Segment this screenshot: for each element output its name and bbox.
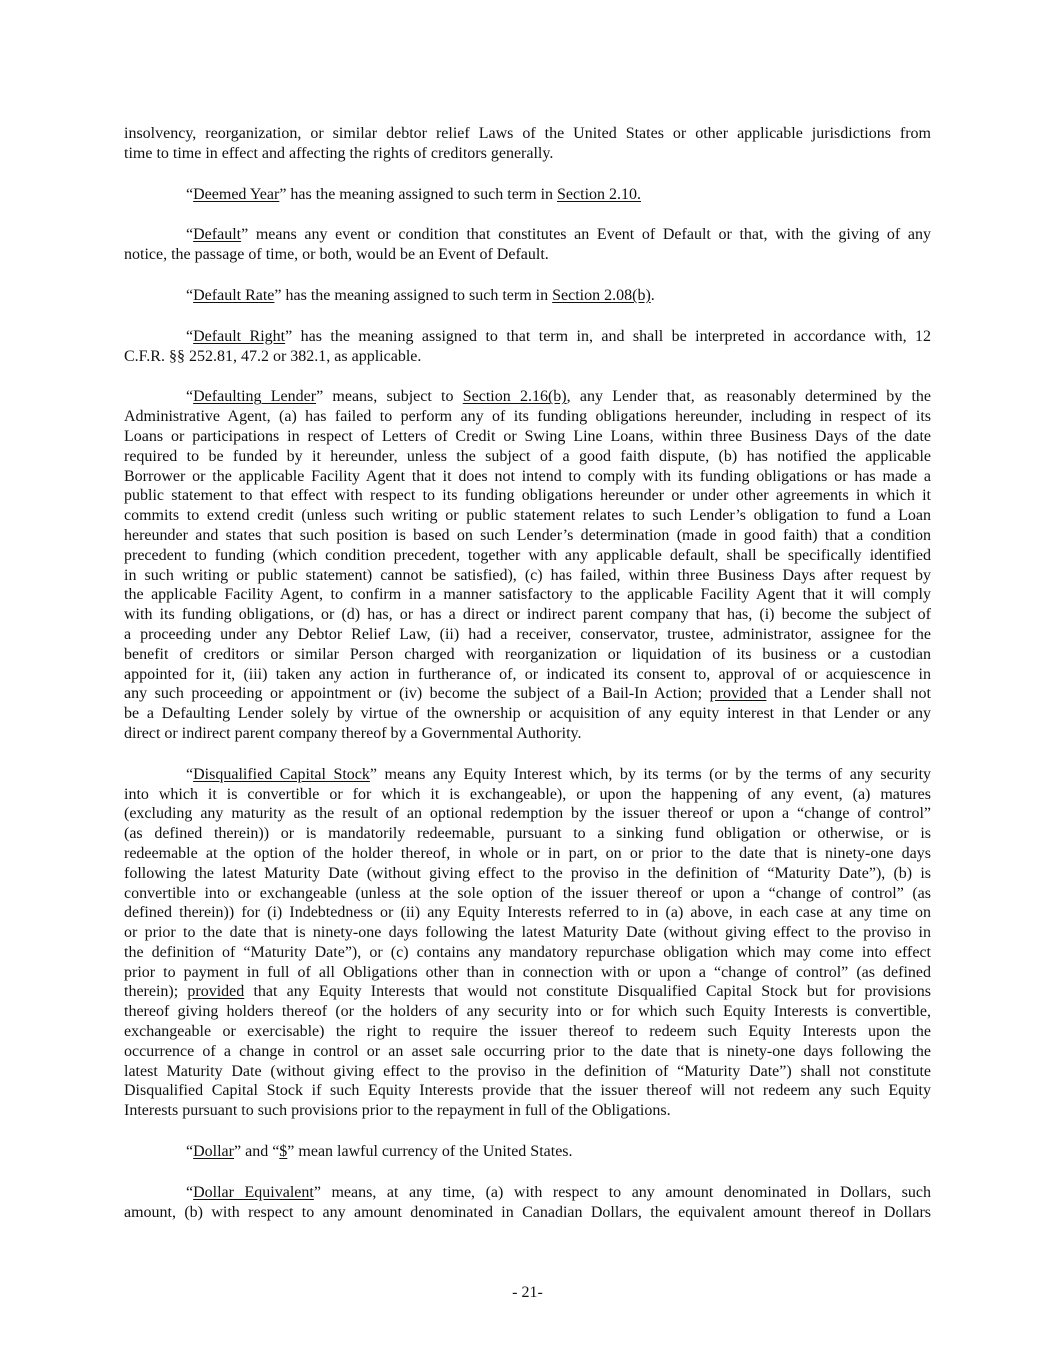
text-segment: therein);	[124, 983, 188, 1001]
text-segment: “	[186, 765, 194, 783]
text-segment: thereof giving holders thereof (or the holders of any security into or for which such Equity Interests is convertible,	[124, 1003, 931, 1021]
text-line	[124, 506, 931, 526]
text-segment: ” means, at any time, (a) with respect to any amount denominated in Dollars, such	[313, 1183, 932, 1201]
text-segment: ” means any Equity Interest which, by its terms (or by the terms of any security	[369, 765, 932, 783]
text-line	[124, 387, 931, 407]
text-segment: any such proceeding or appointment or (iv) become the subject of a Bail-In Action;	[124, 685, 710, 703]
text-line	[124, 407, 931, 427]
underlined-term: $	[279, 1143, 288, 1161]
text-line	[124, 1203, 931, 1223]
text-segment: C.F.R. §§ 252.81, 47.2 or 382.1, as applicable.	[124, 347, 422, 365]
text-segment: into which it is convertible or for which it is exchangeable), or upon the happening of any event, (a) matures	[124, 785, 931, 803]
text-segment: .	[650, 286, 655, 304]
text-segment: ” mean lawful currency of the United States.	[287, 1143, 573, 1161]
text-segment: insolvency, reorganization, or similar debtor relief Laws of the United States or other applicable jurisdictions from	[124, 125, 931, 142]
underlined-term: Dollar	[193, 1143, 234, 1161]
text-segment: latest Maturity Date (without giving effect to the proviso in the definition of “Maturity Date”) shall not constitute	[124, 1062, 931, 1080]
definition-paragraph	[124, 387, 931, 743]
text-line	[124, 327, 931, 347]
underlined-term: Default Rate	[193, 286, 275, 304]
text-segment: “	[186, 185, 194, 203]
text-line	[124, 1081, 931, 1101]
text-line	[124, 1002, 931, 1022]
text-line	[124, 585, 931, 605]
text-segment: public statement to that effect with respect to its funding obligations hereunder or under other agreements in which it	[124, 487, 931, 505]
underlined-term: Default Right	[193, 327, 286, 345]
underlined-term: Disqualified Capital Stock	[193, 765, 370, 783]
text-line	[124, 1022, 931, 1042]
underlined-term: provided	[187, 983, 245, 1001]
text-segment: convertible into or exchangeable (unless at the sole option of the issuer thereof or upon a “change of control” (as	[124, 884, 931, 902]
text-segment: benefit of creditors or similar Person charged with reorganization or liquidation of its business or a custodian	[124, 645, 931, 663]
text-segment: ” means, subject to	[316, 388, 463, 406]
text-line	[124, 1183, 931, 1203]
text-line	[124, 982, 931, 1002]
text-segment: required to be funded by it hereunder, unless the subject of a good faith dispute, (b) has notified the applicable	[124, 447, 931, 465]
text-line	[124, 684, 931, 704]
text-line	[124, 1142, 931, 1162]
underlined-term: Dollar Equivalent	[193, 1183, 314, 1201]
underlined-term: Section 2.08(b)	[552, 286, 651, 304]
underlined-term: Deemed Year	[193, 185, 280, 203]
text-segment: redeemable at the option of the holder thereof, in whole or in part, on or prior to the date that is ninety-one days	[124, 844, 931, 862]
underlined-term: Defaulting Lender	[193, 388, 317, 406]
text-segment: ” has the meaning assigned to such term in	[274, 286, 553, 304]
definition-paragraph	[124, 286, 931, 306]
text-segment: “	[186, 286, 194, 304]
text-line	[124, 447, 931, 467]
text-segment: hereunder and states that such position is based on such Lender’s determination (made in good faith) that a condition	[124, 526, 931, 544]
text-line	[124, 963, 931, 983]
text-segment: Disqualified Capital Stock if such Equity Interests provide that the issuer thereof will not redeem any such Equity	[124, 1082, 931, 1100]
text-line	[124, 884, 931, 904]
text-line	[124, 1042, 931, 1062]
underlined-term: Section 2.16(b)	[462, 388, 567, 406]
definition-paragraph	[124, 1183, 931, 1223]
page-number: - 21-	[512, 1284, 543, 1301]
text-line	[124, 1062, 931, 1082]
text-segment: Loans or participations in respect of Letters of Credit or Swing Line Loans, within three Business Days of the date	[124, 427, 931, 445]
definition-paragraph	[124, 327, 931, 367]
text-segment: appointed for it, (iii) taken any action in furtherance of, or indicated its consent to, approval of or acquiescence in	[124, 665, 931, 683]
text-segment: (as defined therein)) or is mandatorily redeemable, pursuant to a sinking fund obligation or otherwise, or is	[124, 825, 931, 843]
text-segment: “	[186, 327, 194, 345]
text-line	[124, 526, 931, 546]
text-segment: ” has the meaning assigned to such term in	[279, 185, 558, 203]
text-segment: amount, (b) with respect to any amount denominated in Canadian Dollars, the equivalent amount thereof in Dollars	[124, 1203, 931, 1221]
text-line	[124, 645, 931, 665]
text-line	[124, 943, 931, 963]
text-line	[124, 765, 931, 785]
text-line	[124, 724, 931, 744]
text-segment: the definition of “Maturity Date”), or (c) contains any mandatory repurchase obligation which may come into effect	[124, 943, 931, 961]
underlined-term: provided	[709, 685, 767, 703]
text-segment: Interests pursuant to such provisions prior to the repayment in full of the Obligations.	[124, 1102, 671, 1120]
definition-paragraph	[124, 185, 931, 205]
underlined-term: Section 2.10.	[557, 185, 642, 203]
text-segment: “	[186, 1183, 194, 1201]
text-line	[124, 704, 931, 724]
text-segment: with its funding obligations, or (d) has, or has a direct or indirect parent company that has, (i) become the subject of	[124, 606, 931, 624]
definition-paragraph	[124, 225, 931, 265]
text-line	[124, 467, 931, 487]
text-line	[124, 785, 931, 805]
text-line	[124, 804, 931, 824]
text-segment: ” and “	[233, 1143, 280, 1161]
text-line	[124, 427, 931, 447]
text-segment: direct or indirect parent company thereof by a Governmental Authority.	[124, 724, 582, 742]
text-segment: (excluding any maturity as the result of an optional redemption by the issuer thereof or upon a “change of control”	[124, 805, 931, 823]
text-line	[124, 486, 931, 506]
text-line	[124, 245, 931, 265]
text-segment: or prior to the date that is ninety-one days following the latest Maturity Date (without giving effect to the proviso in	[124, 924, 931, 942]
text-segment: prior to payment in full of all Obligations other than in connection with or upon a “change of control” (as defined	[124, 963, 931, 981]
text-line	[124, 566, 931, 586]
text-line	[124, 864, 931, 884]
text-segment: time to time in effect and affecting the rights of creditors generally.	[124, 144, 554, 162]
text-line	[124, 824, 931, 844]
text-segment: notice, the passage of time, or both, would be an Event of Default.	[124, 246, 549, 264]
text-segment: following the latest Maturity Date (without giving effect to the proviso in the definition of “Maturity Date”), (b) is	[124, 864, 931, 882]
text-line	[124, 144, 931, 164]
text-line	[124, 124, 931, 144]
text-line	[124, 1101, 931, 1121]
text-line	[124, 923, 931, 943]
text-line	[124, 665, 931, 685]
text-segment: that a Lender shall not	[766, 685, 932, 703]
text-segment: “	[186, 226, 194, 244]
text-segment: a proceeding under any Debtor Relief Law, (ii) had a receiver, conservator, trustee, administrator, assignee for the	[124, 625, 931, 643]
text-line	[124, 625, 931, 645]
definition-paragraph	[124, 124, 931, 164]
text-segment: “	[186, 388, 194, 406]
text-line	[124, 546, 931, 566]
text-line	[124, 225, 931, 245]
text-segment: Borrower or the applicable Facility Agent that it does not intend to comply with its funding obligations or has made a	[124, 467, 931, 485]
text-segment: defined therein)) for (i) Indebtedness or (ii) any Equity Interests referred to in (a) above, in each case at any time on	[124, 904, 931, 922]
text-line	[124, 844, 931, 864]
text-line	[124, 605, 931, 625]
text-segment: ” means any event or condition that constitutes an Event of Default or that, with the giving of any	[241, 226, 931, 244]
text-segment: precedent to funding (which condition precedent, together with any applicable default, shall be specifically identified	[124, 546, 931, 564]
text-segment: that any Equity Interests that would not constitute Disqualified Capital Stock but for provisions	[244, 983, 931, 1001]
text-segment: occurrence of a change in control or an asset sale occurring prior to the date that is ninety-one days following the	[124, 1042, 931, 1060]
document-body	[124, 124, 931, 1243]
text-segment: ” has the meaning assigned to that term in, and shall be interpreted in accordance with, 12	[285, 327, 932, 345]
text-segment: the applicable Facility Agent, to confirm in a manner satisfactory to the applicable Facility Agent that it will comply	[124, 586, 931, 604]
text-line	[124, 347, 931, 367]
text-line	[124, 903, 931, 923]
underlined-term: Default	[193, 226, 242, 244]
text-segment: commits to extend credit (unless such writing or public statement relates to such Lender’s obligation to fund a Loan	[124, 507, 931, 525]
text-segment: Administrative Agent, (a) has failed to perform any of its funding obligations hereunder, including in respect of its	[124, 408, 931, 426]
text-line	[124, 185, 931, 205]
definition-paragraph	[124, 1142, 931, 1162]
text-segment: , any Lender that, as reasonably determined by the	[566, 388, 932, 406]
text-line	[124, 286, 931, 306]
text-segment: exchangeable or exercisable) the right to require the issuer thereof to redeem such Equity Interests upon the	[124, 1023, 931, 1041]
definition-paragraph	[124, 765, 931, 1121]
text-segment: be a Defaulting Lender solely by virtue of the ownership or acquisition of any equity interest in that Lender or any	[124, 705, 931, 723]
text-segment: in such writing or public statement) cannot be satisfied), (c) has failed, within three Business Days after request by	[124, 566, 931, 584]
text-segment: “	[186, 1143, 194, 1161]
